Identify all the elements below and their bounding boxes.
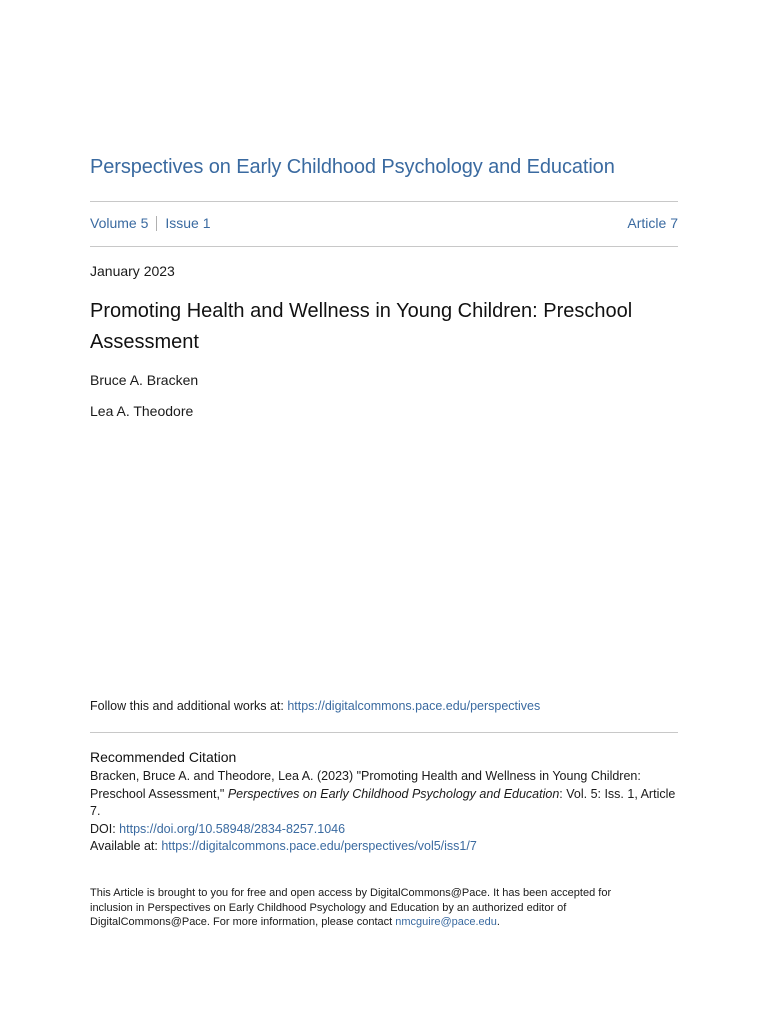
citation-block xyxy=(90,768,678,856)
issue-link[interactable]: Issue 1 xyxy=(165,215,211,231)
available-label: Available at: xyxy=(90,839,162,853)
collection-link[interactable]: https://digitalcommons.pace.edu/perspectives xyxy=(287,699,541,713)
article-link[interactable]: Article 7 xyxy=(627,215,678,231)
issue-bar xyxy=(90,213,678,233)
doi-link[interactable]: https://doi.org/10.58948/2834-8257.1046 xyxy=(119,821,346,836)
citation-journal: Perspectives on Early Childhood Psychology and Education xyxy=(227,786,560,801)
citation-text: Bracken, Bruce A. and Theodore, Lea A. (2023) "Promoting Health and Wellness in Young Children: Preschool Assessment," xyxy=(90,769,641,801)
access-notice xyxy=(90,886,650,930)
separator xyxy=(156,216,157,231)
follow-line xyxy=(90,699,540,713)
publication-date: January 2023 xyxy=(90,263,175,279)
journal-title-link[interactable]: Perspectives on Early Childhood Psychology and Education xyxy=(90,156,615,178)
notice-end: . xyxy=(496,916,500,928)
doi-label: DOI: xyxy=(90,821,120,836)
follow-label: Follow this and additional works at: xyxy=(90,699,288,713)
notice-text: This Article is brought to you for free and open access by DigitalCommons@Pace. It has been accepted for inclusion in Perspectives on Early Childhood Psychology and Education by an authorized editor of DigitalCommons@Pace. For more information, please contact xyxy=(90,887,612,928)
volume-link[interactable]: Volume 5 xyxy=(90,215,149,231)
contact-email-link[interactable]: nmcguire@pace.edu xyxy=(395,916,497,928)
article-url-link[interactable]: https://digitalcommons.pace.edu/perspectives/vol5/iss1/7 xyxy=(161,839,477,853)
recommended-citation-heading: Recommended Citation xyxy=(90,749,237,765)
divider xyxy=(90,246,678,247)
divider xyxy=(90,201,678,202)
divider xyxy=(90,732,678,733)
citation-volume: : Vol. 5: Iss. 1, Article 7. xyxy=(90,786,676,818)
author-name: Bruce A. Bracken xyxy=(90,372,199,388)
author-name: Lea A. Theodore xyxy=(90,403,194,419)
article-title: Promoting Health and Wellness in Young Children: Preschool Assessment xyxy=(90,300,633,353)
